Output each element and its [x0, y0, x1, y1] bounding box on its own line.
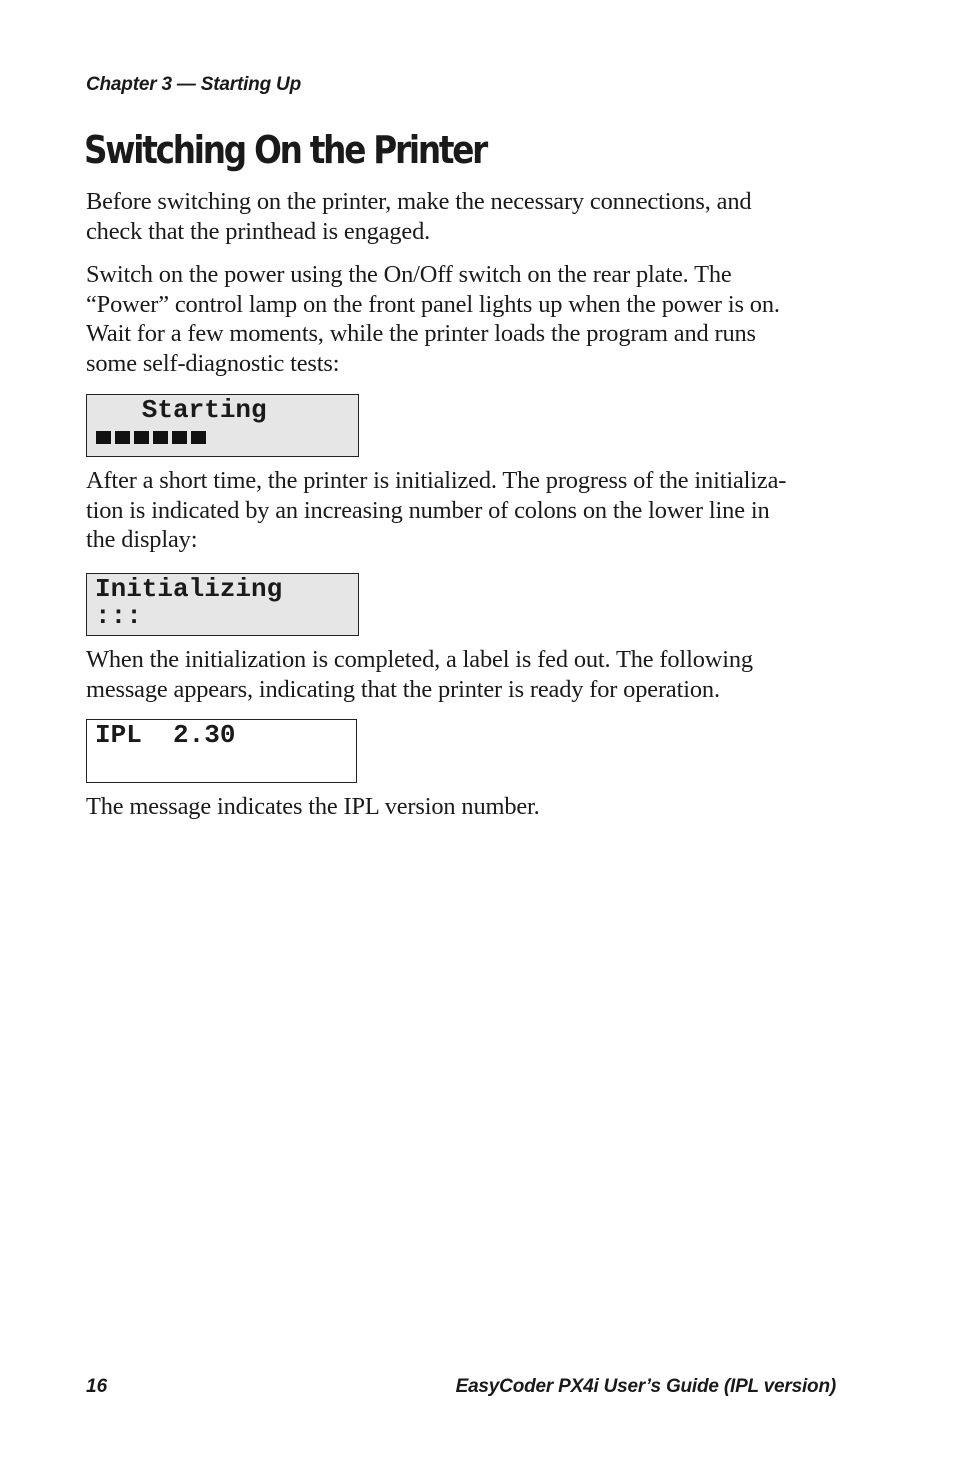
- text-line: The message indicates the IPL version number.: [86, 793, 540, 820]
- display-starting: [86, 394, 359, 457]
- paragraph-ready: [86, 645, 836, 704]
- text-line: When the initialization is completed, a label is fed out. The following: [86, 646, 753, 673]
- text-line: After a short time, the printer is initialized. The progress of the initializa-: [86, 467, 787, 494]
- page-title: Switching On the Printer: [84, 128, 487, 172]
- paragraph-power-on: [86, 260, 836, 378]
- page-number: 16: [86, 1376, 108, 1397]
- display-ipl-version: [86, 719, 357, 783]
- footer-guide-title: EasyCoder PX4i User’s Guide (IPL version): [455, 1376, 836, 1397]
- paragraph-connections: [86, 187, 836, 246]
- progress-block: [115, 431, 130, 444]
- progress-blocks: [95, 424, 358, 444]
- display-line-2: [95, 749, 356, 776]
- display-initializing: [86, 573, 359, 636]
- display-line-2: :::: [95, 601, 142, 631]
- display-line-1: IPL 2.30: [95, 720, 236, 750]
- progress-block: [96, 431, 111, 444]
- text-line: message appears, indicating that the printer is ready for operation.: [86, 675, 720, 703]
- text-line: “Power” control lamp on the front panel lights up when the power is on.: [86, 290, 780, 318]
- text-line: Wait for a few moments, while the printer loads the program and runs: [86, 320, 756, 347]
- display-line-1: Initializing: [95, 574, 283, 604]
- running-head: Chapter 3 — Starting Up: [86, 74, 301, 95]
- paragraph-initialization: [86, 466, 836, 555]
- paragraph-version-note: [86, 792, 836, 822]
- text-line: Before switching on the printer, make the necessary connections, and: [86, 188, 752, 215]
- display-line-1: Starting: [95, 395, 267, 425]
- progress-block: [172, 431, 187, 444]
- text-line: check that the printhead is engaged.: [86, 217, 431, 245]
- text-line: tion is indicated by an increasing number of colons on the lower line in: [86, 496, 770, 524]
- text-line: some self-diagnostic tests:: [86, 349, 340, 377]
- progress-block: [153, 431, 168, 444]
- text-line: Switch on the power using the On/Off switch on the rear plate. The: [86, 261, 732, 288]
- progress-block: [191, 431, 206, 444]
- progress-block: [134, 431, 149, 444]
- text-line: the display:: [86, 526, 198, 553]
